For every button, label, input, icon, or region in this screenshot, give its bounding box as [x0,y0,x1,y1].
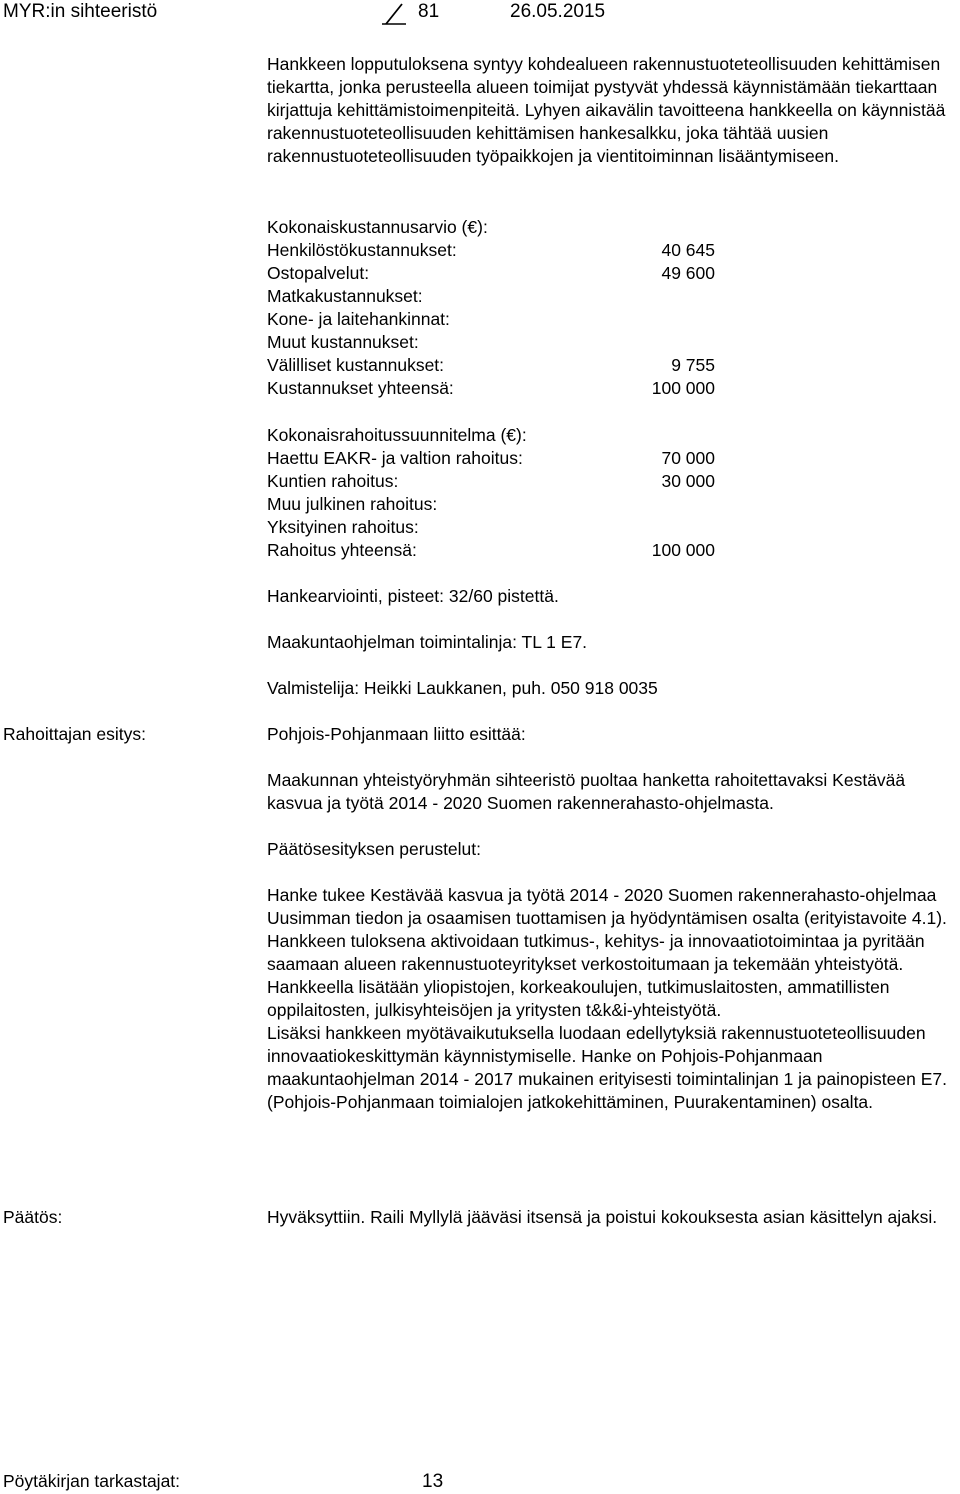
meeting-date: 26.05.2015 [510,1,606,22]
cost-row [267,239,727,262]
proposal-heading: Pohjois-Pohjanmaan liitto esittää: [267,724,526,744]
funding-value: 30 000 [661,471,715,491]
funding-row [267,493,727,516]
funding-row [267,470,727,493]
footer-label: Pöytäkirjan tarkastajat: [3,1471,181,1491]
cost-label: Ostopalvelut: [267,263,370,283]
funding-label: Yksityinen rahoitus: [267,517,419,537]
grounds-heading: Päätösesityksen perustelut: [267,839,482,859]
funding-label: Kuntien rahoitus: [267,471,399,491]
funding-label: Muu julkinen rahoitus: [267,494,438,514]
cost-total-row [267,377,727,400]
project-evaluation: Hankearviointi, pisteet: 32/60 pistettä. [267,586,559,606]
intro-text: Hankkeen lopputuloksena syntyy kohdealueen rakennustuoteteollisuuden kehittämisen tiekartta, jonka perusteella alueen toimijat pystyvät yhdessä käynnistämään tiekarttaan kirjattuja kehittämistoimenpiteitä. Lyhyen aikavälin tavoitteena hankkeella on käynnistää rakennustuoteteollisuuden kehittämisen hankesalkku, joka tähtää uusien rakennustuoteteollisuuden työpaikkojen ja vientitoiminnan lisääntymiseen. [267,54,946,166]
preparer: Valmistelija: Heikki Laukkanen, puh. 050 918 0035 [267,678,658,698]
cost-value: 9 755 [671,355,715,375]
grounds-paragraph: Lisäksi hankkeen myötävaikutuksella luodaan edellytyksiä rakennustuoteteollisuuden innovaatiokeskittymän käynnistymiselle. Hanke on Pohjois-Pohjanmaan maakuntaohjelman 2014 - 2017 mukainen erityisesti toimintalinjan 1 ja painopisteen E7. (Pohjois-Pohjanmaan toimialojen jatkokehittäminen, Puurakentaminen) osalta. [267,1023,947,1112]
cost-label: Välilliset kustannukset: [267,355,445,375]
funding-value: 70 000 [661,448,715,468]
funding-title: Kokonaisrahoitussuunnitelma (€): [267,425,527,445]
decision-block [267,1206,957,1229]
cost-row [267,331,727,354]
cost-row [267,285,727,308]
funding-total-row [267,539,727,562]
section-number: 81 [418,1,440,22]
proposal-text: Maakunnan yhteistyöryhmän sihteeristö puoltaa hanketta rahoitettavaksi Kestävää kasvua ja työtä 2014 - 2020 Suomen rakennerahasto-ohjelmasta. [267,770,906,813]
cost-row [267,354,727,377]
funding-row [267,516,727,539]
program-line: Maakuntaohjelman toimintalinja: TL 1 E7. [267,632,588,652]
grounds-paragraph: Hankkeen tuloksena aktivoidaan tutkimus-, kehitys- ja innovaatiotoimintaa ja pyritään saamaan alueen rakennustuoteyritykset verkostoitumaan ja tekemään yhteistyötä. Hankkeella lisätään yliopistojen, korkeakoulujen, tutkimuslaitosten, ammatillisten oppilaitosten, julkisyhteisöjen ja yritysten t&k&i-yhteistyötä. [267,931,925,1020]
funding-row [267,447,727,470]
funding-value: 100 000 [651,540,715,560]
costs-title: Kokonaiskustannusarvio (€): [267,217,488,237]
footer-page-number: 13 [422,1471,444,1492]
cost-value: 49 600 [661,263,715,283]
funding-label: Haettu EAKR- ja valtion rahoitus: [267,448,523,468]
decision-side-label: Päätös: [3,1207,63,1227]
funding-label: Rahoitus yhteensä: [267,540,417,560]
grounds-block [267,884,957,1114]
proposal-text-block [267,769,957,815]
cost-row [267,308,727,331]
cost-label: Muut kustannukset: [267,332,419,352]
cost-label: Matkakustannukset: [267,286,423,306]
decision-text: Hyväksyttiin. Raili Myllylä jääväsi itsensä ja poistui kokouksesta asian käsittelyn ajaksi. [267,1207,938,1227]
cost-label: Kustannukset yhteensä: [267,378,454,398]
cost-label: Kone- ja laitehankinnat: [267,309,450,329]
section-icon [381,3,407,25]
grounds-paragraph: Hanke tukee Kestävää kasvua ja työtä 2014 - 2020 Suomen rakennerahasto-ohjelmaa Uusimman tiedon ja osaamisen tuottamisen ja hyödyntämisen osalta (erityistavoite 4.1). [267,885,947,928]
cost-row [267,262,727,285]
cost-value: 100 000 [651,378,715,398]
header-organization: MYR:in sihteeristö [3,1,158,22]
cost-value: 40 645 [661,240,715,260]
cost-label: Henkilöstökustannukset: [267,240,457,260]
proposal-side-label: Rahoittajan esitys: [3,724,146,744]
intro-paragraph [267,53,957,168]
